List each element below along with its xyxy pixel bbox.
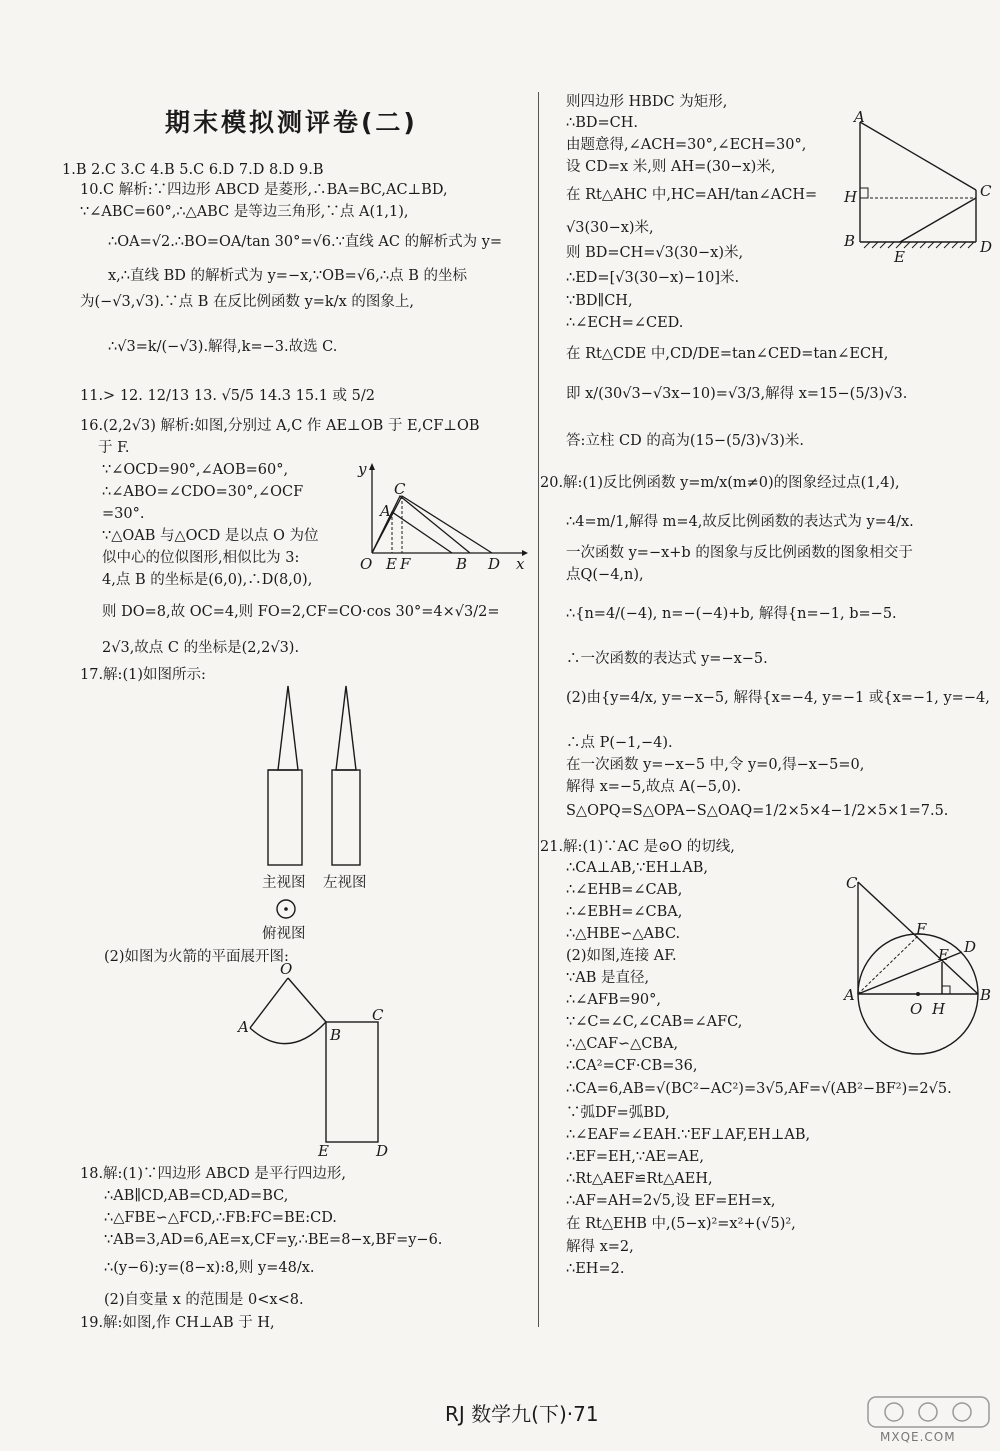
left-text-line: 17.解:(1)如图所示: (80, 667, 206, 683)
left-text-line: ∵AB=3,AD=6,AE=x,CF=y,∴BE=8−x,BF=y−6. (104, 1232, 443, 1248)
right-text-line: ∴ED=[√3(30−x)−10]米. (566, 270, 740, 286)
fig21-label-c: C (846, 874, 858, 892)
right-text-line: ∵弧DF=弧BD, (566, 1105, 670, 1121)
fig17-label-a: A (238, 1018, 249, 1036)
left-text-line: 于 F. (98, 440, 130, 456)
watermark-text: MXQE.COM (880, 1430, 956, 1444)
left-text-line: x,∴直线 BD 的解析式为 y=−x,∵OB=√6,∴点 B 的坐标 (108, 268, 467, 284)
left-text-line: ∴AB∥CD,AB=CD,AD=BC, (104, 1188, 289, 1204)
fig19-label-b: B (844, 232, 856, 250)
right-text-line: 在 Rt△AHC 中,HC=AH/tan∠ACH= (566, 187, 818, 203)
left-text-line: 则 DO=8,故 OC=4,则 FO=2,CF=CO·cos 30°=4×√3/2= (102, 604, 500, 620)
right-text-line: √3(30−x)米, (566, 220, 654, 236)
left-text-line: 为(−√3,√3).∵点 B 在反比例函数 y=k/x 的图象上, (80, 294, 415, 310)
right-text-line: ∵BD∥CH, (566, 293, 633, 309)
fig16-label-c: C (394, 480, 406, 498)
fig16-label-d: D (488, 555, 501, 573)
right-text-line: ∴CA²=CF·CB=36, (566, 1058, 698, 1074)
right-text-line: ∵∠C=∠C,∠CAB=∠AFC, (566, 1014, 743, 1030)
right-text-line: ∴BD=CH. (566, 115, 639, 131)
right-text-line: ∴{n=4/(−4), n=−(−4)+b, 解得{n=−1, b=−5. (566, 606, 897, 622)
left-text-line: (2)自变量 x 的范围是 0<x<8. (104, 1292, 304, 1308)
right-text-line: ∴∠EBH=∠CBA, (566, 904, 683, 920)
left-text-line: 1.B 2.C 3.C 4.B 5.C 6.D 7.D 8.D 9.B (62, 162, 324, 178)
left-text-line: (2)如图为火箭的平面展开图: (104, 949, 289, 965)
fig16-label-f: F (400, 555, 411, 573)
fig21-label-o: O (910, 1000, 923, 1018)
right-text-line: S△OPQ=S△OPA−S△OAQ=1/2×5×4−1/2×5×1=7.5. (566, 803, 949, 819)
right-text-line: 在一次函数 y=−x−5 中,令 y=0,得−x−5=0, (566, 757, 865, 773)
fig19-label-h: H (844, 188, 858, 206)
right-text-line: ∴一次函数的表达式 y=−x−5. (566, 651, 768, 667)
right-text-line: 则 BD=CH=√3(30−x)米, (566, 245, 744, 261)
right-text-line: 设 CD=x 米,则 AH=(30−x)米, (566, 159, 776, 175)
left-text-line: ∴∠ABO=∠CDO=30°,∠OCF (102, 484, 304, 500)
left-text-line: ∵∠OCD=90°,∠AOB=60°, (102, 462, 289, 478)
top-view-caption: 俯视图 (262, 926, 306, 942)
right-text-line: 答:立柱 CD 的高为(15−(5/3)√3)米. (566, 433, 804, 449)
figure-21-diagram (840, 872, 995, 1062)
right-text-line: 则四边形 HBDC 为矩形, (566, 94, 728, 110)
left-text-line: 4,点 B 的坐标是(6,0),∴D(8,0), (102, 572, 313, 588)
right-text-line: (2)如图,连接 AF. (566, 948, 677, 964)
right-text-line: ∴AF=AH=2√5,设 EF=EH=x, (566, 1193, 776, 1209)
right-text-line: 一次函数 y=−x+b 的图象与反比例函数的图象相交于 (566, 545, 913, 561)
rocket-views-diagram (262, 682, 372, 872)
page-title: 期末模拟测评卷(二) (165, 108, 418, 137)
right-text-line: ∴∠EHB=∠CAB, (566, 882, 683, 898)
fig21-label-e: E (938, 946, 949, 964)
fig16-label-y: y (358, 460, 367, 478)
right-text-line: ∴∠AFB=90°, (566, 992, 662, 1008)
left-text-line: 11.> 12. 12/13 13. √5/5 14.3 15.1 或 5/2 (80, 388, 375, 404)
right-text-line: (2)由{y=4/x, y=−x−5, 解得{x=−4, y=−1 或{x=−1, y=−4, (566, 690, 990, 706)
fig16-label-a: A (380, 502, 391, 520)
left-text-line: 似中心的位似图形,相似比为 3: (102, 550, 300, 566)
figure-16-diagram (352, 458, 532, 573)
fig19-label-d: D (980, 238, 993, 256)
fig16-label-o: O (360, 555, 373, 573)
left-text-line: 18.解:(1)∵四边形 ABCD 是平行四边形, (80, 1166, 346, 1182)
right-text-line: ∴Rt△AEF≌Rt△AEH, (566, 1171, 713, 1187)
right-text-line: ∵AB 是直径, (566, 970, 650, 986)
right-text-line: 21.解:(1)∵AC 是⊙O 的切线, (540, 839, 735, 855)
right-text-line: ∴EH=2. (566, 1261, 625, 1277)
right-text-line: ∴点 P(−1,−4). (566, 735, 673, 751)
left-text-line: 16.(2,2√3) 解析:如图,分别过 A,C 作 AE⊥OB 于 E,CF⊥OB (80, 418, 480, 434)
left-text-line: ∴OA=√2.∴BO=OA/tan 30°=√6.∵直线 AC 的解析式为 y= (108, 234, 503, 250)
right-text-line: ∴∠EAF=∠EAH.∵EF⊥AF,EH⊥AB, (566, 1127, 811, 1143)
right-text-line: 点Q(−4,n), (566, 567, 644, 583)
right-text-line: ∴CA⊥AB,∵EH⊥AB, (566, 860, 708, 876)
fig19-label-e: E (894, 248, 905, 266)
left-text-line: ∴√3=k/(−√3).解得,k=−3.故选 C. (108, 339, 338, 355)
left-text-line: 10.C 解析:∵四边形 ABCD 是菱形,∴BA=BC,AC⊥BD, (80, 182, 448, 198)
main-view-caption: 主视图 (262, 875, 306, 891)
left-text-line: 2√3,故点 C 的坐标是(2,2√3). (102, 640, 300, 656)
right-text-line: 即 x/(30√3−√3x−10)=√3/3,解得 x=15−(5/3)√3. (566, 386, 908, 402)
page-footer: RJ 数学九(下)·71 (445, 1402, 599, 1426)
right-text-line: ∴CA=6,AB=√(BC²−AC²)=3√5,AF=√(AB²−BF²)=2√5. (566, 1081, 952, 1097)
right-text-line: ∴∠ECH=∠CED. (566, 315, 684, 331)
fig17-label-c: C (372, 1006, 384, 1024)
fig21-label-h: H (932, 1000, 946, 1018)
left-text-line: 19.解:如图,作 CH⊥AB 于 H, (80, 1315, 275, 1331)
figure-19-diagram (838, 108, 996, 268)
right-text-line: 20.解:(1)反比例函数 y=m/x(m≠0)的图象经过点(1,4), (540, 475, 900, 491)
fig17-label-d: D (376, 1142, 389, 1160)
left-view-caption: 左视图 (323, 875, 367, 891)
right-text-line: ∴EF=EH,∵AE=AE, (566, 1149, 704, 1165)
fig21-label-b: B (980, 986, 992, 1004)
fig16-label-b: B (456, 555, 468, 573)
fig21-label-f: F (916, 920, 927, 938)
fig21-label-d: D (964, 938, 977, 956)
left-text-line: ∵∠ABC=60°,∴△ABC 是等边三角形,∵点 A(1,1), (80, 204, 409, 220)
right-text-line: ∴4=m/1,解得 m=4,故反比例函数的表达式为 y=4/x. (566, 514, 914, 530)
fig16-label-e: E (386, 555, 397, 573)
right-text-line: 解得 x=−5,故点 A(−5,0). (566, 779, 742, 795)
fig21-label-a: A (844, 986, 855, 1004)
column-divider (538, 92, 539, 1327)
left-text-line: ∵△OAB 与△OCD 是以点 O 为位 (102, 528, 319, 544)
top-view-circle-icon (275, 898, 297, 920)
left-text-line: =30°. (102, 506, 145, 522)
right-text-line: 在 Rt△EHB 中,(5−x)²=x²+(√5)², (566, 1216, 796, 1232)
rocket-net-diagram (230, 960, 400, 1160)
right-text-line: ∴△HBE∽△ABC. (566, 926, 681, 942)
fig17-label-o: O (280, 960, 293, 978)
fig16-label-x: x (516, 555, 525, 573)
right-text-line: 由题意得,∠ACH=30°,∠ECH=30°, (566, 137, 807, 153)
left-text-line: ∴△FBE∽△FCD,∴FB:FC=BE:CD. (104, 1210, 337, 1226)
fig17-label-b: B (330, 1026, 342, 1044)
fig17-label-e: E (318, 1142, 329, 1160)
right-text-line: 在 Rt△CDE 中,CD/DE=tan∠CED=tan∠ECH, (566, 346, 889, 362)
right-text-line: 解得 x=2, (566, 1239, 634, 1255)
fig19-label-a: A (854, 108, 865, 126)
fig19-label-c: C (980, 182, 992, 200)
left-text-line: ∴(y−6):y=(8−x):8,则 y=48/x. (104, 1260, 315, 1276)
right-text-line: ∴△CAF∽△CBA, (566, 1036, 679, 1052)
